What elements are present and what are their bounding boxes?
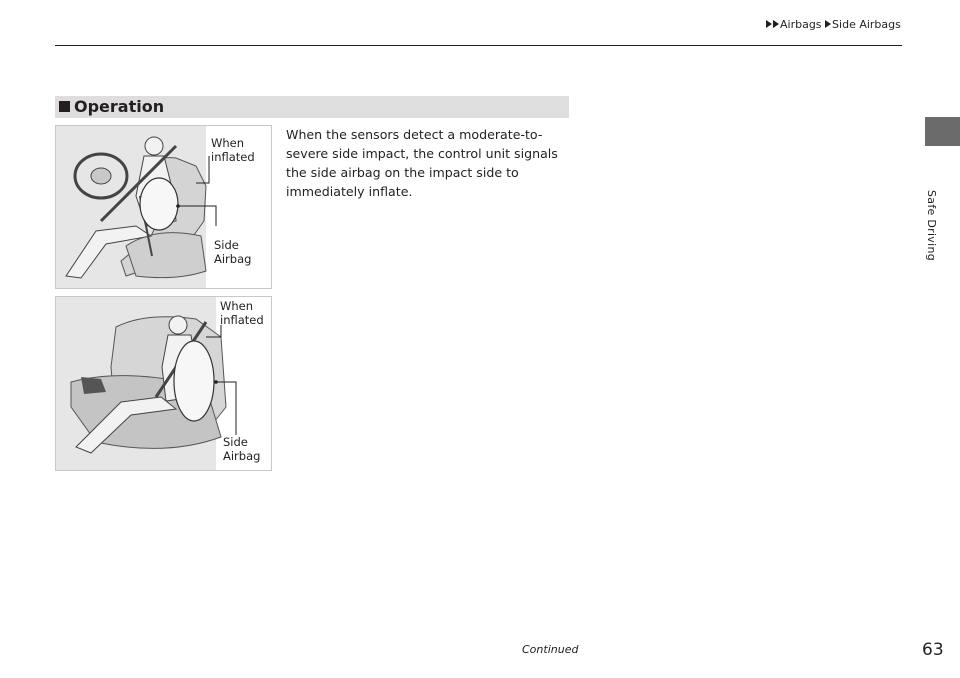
breadcrumb: [766, 18, 901, 31]
when-inflated-label: When inflated: [220, 299, 264, 327]
arrow-icon: [825, 20, 831, 28]
when-inflated-label: When inflated: [211, 136, 255, 164]
chapter-tab[interactable]: [925, 117, 960, 146]
body-paragraph: When the sensors detect a moderate-to-severe side impact, the control unit signals the side airbag on the impact side to immediately inflate.: [286, 127, 558, 199]
arrow-icon: [773, 20, 779, 28]
continued-label: Continued: [522, 643, 579, 656]
page-number: 63: [922, 640, 944, 660]
rear-seat-airbag-figure: [55, 296, 272, 471]
section-header: [55, 96, 569, 118]
header-rule: [55, 45, 902, 46]
section-title: Operation: [74, 97, 165, 116]
side-airbag-label: Side Airbag: [223, 435, 261, 463]
breadcrumb-item-side-airbags[interactable]: Side Airbags: [832, 18, 901, 31]
breadcrumb-item-airbags[interactable]: Airbags: [780, 18, 822, 31]
side-airbag-label: Side Airbag: [214, 238, 252, 266]
front-seat-airbag-figure: [55, 125, 272, 289]
square-bullet-icon: [59, 101, 70, 112]
arrow-icon: [766, 20, 772, 28]
